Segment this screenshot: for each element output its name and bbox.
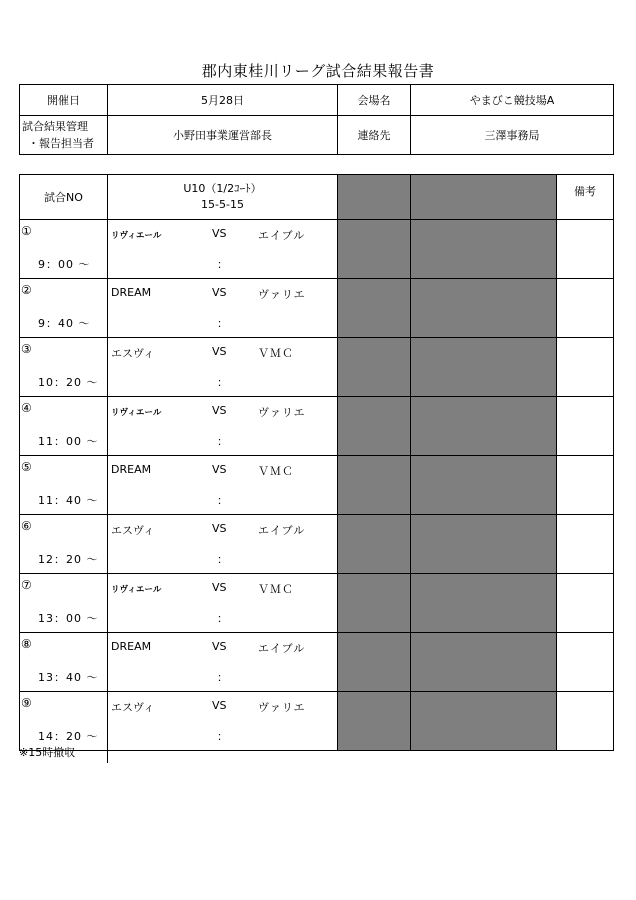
note-cell xyxy=(557,515,614,574)
match-no-cell xyxy=(20,279,108,338)
vs-label: VS xyxy=(212,404,227,417)
team-a: リヴィエール xyxy=(111,408,162,418)
match-cell xyxy=(108,692,338,751)
score-colon: ： xyxy=(217,435,228,448)
score-colon: ： xyxy=(217,671,228,684)
note-cell xyxy=(557,574,614,633)
match-row xyxy=(20,220,614,279)
team-a: エスヴィ xyxy=(111,701,155,714)
team-b: ヴァリエ xyxy=(258,701,306,714)
match-row xyxy=(20,456,614,515)
match-cell xyxy=(108,220,338,279)
match-number: ⑧ xyxy=(21,637,32,651)
note-cell xyxy=(557,633,614,692)
match-number: ② xyxy=(21,283,32,297)
category-line1: U10（1/2ｺｰﾄ） xyxy=(183,182,262,195)
report-title: 郡内東桂川リーグ試合結果報告書 xyxy=(201,62,435,80)
vs-label: VS xyxy=(212,463,227,476)
gray-cell xyxy=(411,515,557,574)
note-cell xyxy=(557,397,614,456)
team-b: エイブル xyxy=(258,229,306,242)
match-no-cell xyxy=(20,397,108,456)
match-no-cell xyxy=(20,338,108,397)
footer-note: ※15時撤収 xyxy=(19,744,108,763)
note-cell xyxy=(557,456,614,515)
vs-label: VS xyxy=(212,640,227,653)
gray-cell xyxy=(411,279,557,338)
vs-label: VS xyxy=(212,286,227,299)
manager-label-line2: ・報告担当者 xyxy=(28,137,94,150)
gray-cell xyxy=(411,574,557,633)
match-number: ⑨ xyxy=(21,696,32,710)
match-row xyxy=(20,279,614,338)
gray-cell xyxy=(411,692,557,751)
gray-cell xyxy=(338,397,411,456)
match-no-cell xyxy=(20,456,108,515)
team-a: DREAM xyxy=(111,286,152,299)
note-cell xyxy=(557,338,614,397)
gray-cell xyxy=(338,220,411,279)
gray-cell xyxy=(411,397,557,456)
info-table xyxy=(19,84,614,155)
gray-header-cell xyxy=(338,175,411,220)
match-time: 13：00 ～ xyxy=(38,612,99,625)
gray-cell xyxy=(338,692,411,751)
date-value: 5月28日 xyxy=(108,85,338,116)
gray-cell xyxy=(411,338,557,397)
match-no-cell xyxy=(20,220,108,279)
match-time: 13：40 ～ xyxy=(38,671,99,684)
match-number: ⑥ xyxy=(21,519,32,533)
match-number: ⑦ xyxy=(21,578,32,592)
team-a: リヴィエール xyxy=(111,231,162,241)
vs-label: VS xyxy=(212,227,227,240)
gray-cell xyxy=(338,574,411,633)
manager-label-line1: 試合結果管理 xyxy=(22,120,88,133)
gray-cell xyxy=(338,515,411,574)
team-b: ＶＭＣ xyxy=(258,465,294,478)
match-time: 11：40 ～ xyxy=(38,494,99,507)
schedule-table xyxy=(19,174,614,751)
score-colon: ： xyxy=(217,317,228,330)
team-b: ＶＭＣ xyxy=(258,583,294,596)
note-header: 備考 xyxy=(557,175,614,220)
manager-value: 小野田事業運営部長 xyxy=(108,116,338,155)
team-b: ヴァリエ xyxy=(258,406,306,419)
match-time: 14：20 ～ xyxy=(38,730,99,743)
score-colon: ： xyxy=(217,258,228,271)
team-a: エスヴィ xyxy=(111,347,155,360)
match-number: ③ xyxy=(21,342,32,356)
match-row xyxy=(20,633,614,692)
match-row xyxy=(20,574,614,633)
match-no-cell xyxy=(20,633,108,692)
match-no-cell xyxy=(20,574,108,633)
match-cell xyxy=(108,456,338,515)
contact-value: 三澤事務局 xyxy=(411,116,614,155)
match-cell xyxy=(108,338,338,397)
gray-cell xyxy=(338,633,411,692)
match-no-cell xyxy=(20,692,108,751)
date-label: 開催日 xyxy=(20,85,108,116)
team-b: ＶＭＣ xyxy=(258,347,294,360)
match-row xyxy=(20,338,614,397)
gray-cell xyxy=(338,279,411,338)
match-cell xyxy=(108,633,338,692)
score-colon: ： xyxy=(217,730,228,743)
score-colon: ： xyxy=(217,376,228,389)
team-b: エイブル xyxy=(258,524,306,537)
match-time: 9：40 ～ xyxy=(38,317,91,330)
vs-label: VS xyxy=(212,345,227,358)
match-row xyxy=(20,397,614,456)
team-a: DREAM xyxy=(111,463,152,476)
gray-cell xyxy=(338,338,411,397)
match-time: 10：20 ～ xyxy=(38,376,99,389)
venue-value: やまびこ競技場A xyxy=(411,85,614,116)
team-a: リヴィエール xyxy=(111,585,162,595)
match-number: ④ xyxy=(21,401,32,415)
match-number: ① xyxy=(21,224,32,238)
match-cell xyxy=(108,279,338,338)
note-cell xyxy=(557,220,614,279)
match-row xyxy=(20,515,614,574)
match-cell xyxy=(108,515,338,574)
gray-cell xyxy=(338,456,411,515)
gray-cell xyxy=(411,633,557,692)
category-line2: 15-5-15 xyxy=(201,198,244,211)
contact-label: 連絡先 xyxy=(338,116,411,155)
vs-label: VS xyxy=(212,522,227,535)
category-header xyxy=(108,175,338,220)
manager-label xyxy=(20,116,108,155)
team-b: ヴァリエ xyxy=(258,288,306,301)
team-b: エイブル xyxy=(258,642,306,655)
venue-label: 会場名 xyxy=(338,85,411,116)
match-no-cell xyxy=(20,515,108,574)
vs-label: VS xyxy=(212,581,227,594)
team-a: DREAM xyxy=(111,640,152,653)
match-no-header: 試合NO xyxy=(20,175,108,220)
vs-label: VS xyxy=(212,699,227,712)
score-colon: ： xyxy=(217,553,228,566)
match-cell xyxy=(108,397,338,456)
gray-cell xyxy=(411,220,557,279)
team-a: エスヴィ xyxy=(111,524,155,537)
match-time: 12：20 ～ xyxy=(38,553,99,566)
note-cell xyxy=(557,279,614,338)
gray-cell xyxy=(411,456,557,515)
gray-header-cell xyxy=(411,175,557,220)
note-cell xyxy=(557,692,614,751)
score-colon: ： xyxy=(217,494,228,507)
match-time: 9：00 ～ xyxy=(38,258,91,271)
match-cell xyxy=(108,574,338,633)
match-number: ⑤ xyxy=(21,460,32,474)
match-time: 11：00 ～ xyxy=(38,435,99,448)
score-colon: ： xyxy=(217,612,228,625)
match-row xyxy=(20,692,614,751)
